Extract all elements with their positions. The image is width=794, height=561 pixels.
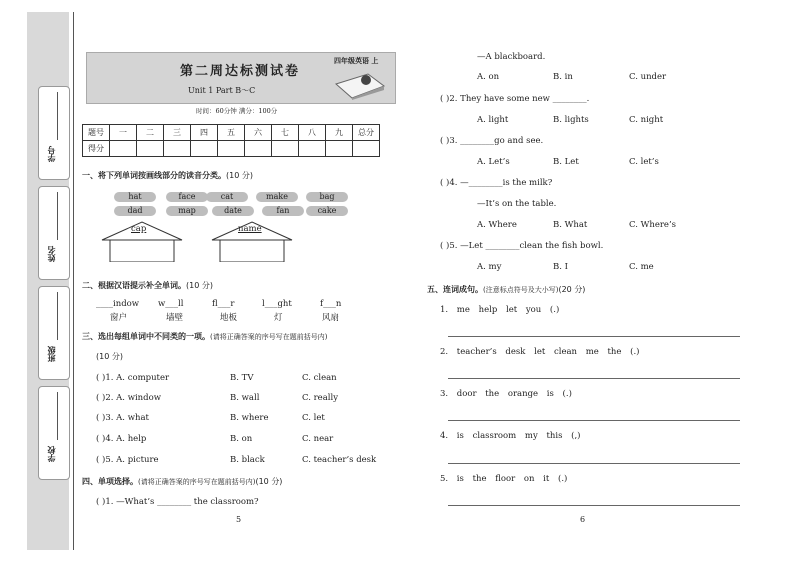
word-pill: dad [114, 206, 156, 216]
unit-label: Unit 1 Part B～C [188, 86, 256, 95]
score-cell: 七 [272, 125, 299, 141]
section-4-title: 四、单项选择。(请将正确答案的序号写在题前括号内)(10 分) [82, 477, 283, 486]
name-line [57, 192, 58, 240]
section-1-title: 一、将下列单词按画线部分的读音分类。(10 分) [82, 171, 253, 180]
option-b: B. wall [230, 393, 260, 403]
sentence-item: 4. is classroom my this (,) [440, 431, 581, 441]
score-cell: 六 [245, 125, 272, 141]
fill-word[interactable]: ____indow [96, 299, 140, 309]
word-pill: fan [262, 206, 304, 216]
option-b: B. I [553, 262, 569, 272]
hint-cn: 地板 [220, 313, 238, 323]
q4-4-answer: —It’s on the table. [477, 199, 557, 209]
option-a: A. Where [477, 220, 517, 230]
option-b: B. TV [230, 373, 254, 383]
sentence-item: 1. me help let you (.) [440, 305, 560, 315]
score-cell: 题号 [83, 125, 110, 141]
answer-line[interactable] [448, 463, 740, 464]
hint-cn: 灯 [274, 313, 283, 323]
option-c: C. Where’s [629, 220, 677, 230]
q3-2[interactable]: ( )2. A. window [96, 393, 161, 403]
section-3-title: 三、选出每组单词中不同类的一项。(请将正确答案的序号写在题前括号内) [82, 332, 328, 341]
score-cell: 五 [218, 125, 245, 141]
score-cell: 八 [299, 125, 326, 141]
hint-cn: 墙壁 [166, 313, 184, 323]
score-cell: 总分 [353, 125, 380, 141]
score-cell: 二 [137, 125, 164, 141]
option-b: B. Let [553, 157, 579, 167]
score-cell: 四 [191, 125, 218, 141]
q4-4[interactable]: ( )4. —________is the milk? [440, 178, 553, 188]
house-word-cap: cap [131, 224, 147, 234]
option-b: B. on [230, 434, 253, 444]
fill-word[interactable]: f___n [320, 299, 342, 309]
q3-3[interactable]: ( )3. A. what [96, 413, 149, 423]
school-label: 学校 [47, 446, 56, 462]
school-line [57, 392, 58, 440]
option-c: C. night [629, 115, 664, 125]
q4-1-answer: —A blackboard. [477, 52, 546, 62]
grade-label: 四年级英语 上 [334, 57, 379, 65]
option-b: B. What [553, 220, 588, 230]
word-pill: hat [114, 192, 156, 202]
score-input[interactable] [326, 141, 353, 157]
sentence-item: 3. door the orange is (.) [440, 389, 572, 399]
score-input[interactable] [191, 141, 218, 157]
score-input[interactable] [164, 141, 191, 157]
word-pill: map [166, 206, 208, 216]
word-pill: bag [306, 192, 348, 202]
option-b: B. lights [553, 115, 589, 125]
q3-5[interactable]: ( )5. A. picture [96, 455, 159, 465]
option-c: C. near [302, 434, 334, 444]
option-c: C. me [629, 262, 654, 272]
score-input[interactable] [299, 141, 326, 157]
option-a: A. Let’s [477, 157, 510, 167]
name-label: 姓名 [47, 246, 56, 262]
page-title: 第二周达标测试卷 [180, 64, 301, 79]
binding-line [73, 12, 74, 550]
student-id-line [57, 92, 58, 140]
page-number-left: 5 [236, 515, 242, 524]
q4-1[interactable]: ( )1. —What’s ________ the classroom? [96, 497, 259, 507]
score-cell: 得分 [83, 141, 110, 157]
name-box [38, 186, 70, 280]
score-input[interactable] [272, 141, 299, 157]
score-input[interactable] [218, 141, 245, 157]
option-b: B. black [230, 455, 265, 465]
word-pill: date [212, 206, 254, 216]
score-input[interactable] [137, 141, 164, 157]
q4-5[interactable]: ( )5. —Let ________clean the fish bowl. [440, 241, 604, 251]
q3-1[interactable]: ( )1. A. computer [96, 373, 170, 383]
option-c: C. let’s [629, 157, 659, 167]
score-table [82, 124, 380, 157]
option-a: A. my [477, 262, 502, 272]
option-c: C. clean [302, 373, 337, 383]
q3-4[interactable]: ( )4. A. help [96, 434, 147, 444]
word-pill: cake [306, 206, 348, 216]
score-input[interactable] [353, 141, 380, 157]
word-pill: cat [206, 192, 248, 202]
option-c: C. under [629, 72, 667, 82]
time-label: 时间：60分钟 满分：100分 [196, 107, 278, 115]
score-cell: 九 [326, 125, 353, 141]
option-c: C. let [302, 413, 325, 423]
fill-word[interactable]: l___ght [262, 299, 292, 309]
option-c: C. really [302, 393, 339, 403]
score-cell: 一 [110, 125, 137, 141]
option-b: B. where [230, 413, 269, 423]
option-c: C. teacher’s desk [302, 455, 377, 465]
class-label: 班级 [47, 346, 56, 362]
section-3-points: (10 分) [96, 352, 123, 361]
sentence-item: 2. teacher’s desk let clean me the (.) [440, 347, 640, 357]
student-id-box [38, 86, 70, 180]
word-pill: make [256, 192, 298, 202]
hint-cn: 窗户 [110, 313, 128, 323]
page-number-right: 6 [580, 515, 586, 524]
class-box [38, 286, 70, 380]
score-input[interactable] [245, 141, 272, 157]
score-header-row [83, 125, 380, 141]
option-a: A. light [477, 115, 509, 125]
student-id-label: 学号 [47, 146, 56, 162]
option-b: B. in [553, 72, 573, 82]
section-5-title: 五、连词成句。(注意标点符号及大小写)(20 分) [427, 285, 586, 294]
book-icon [332, 66, 388, 100]
q4-2[interactable]: ( )2. They have some new ________. [440, 94, 590, 104]
answer-line[interactable] [448, 336, 740, 337]
q4-3[interactable]: ( )3. ________go and see. [440, 136, 544, 146]
hint-cn: 风扇 [322, 313, 340, 323]
score-cell: 三 [164, 125, 191, 141]
school-box [38, 386, 70, 480]
fill-word[interactable]: w___ll [158, 299, 184, 309]
section-2-title: 二、根据汉语提示补全单词。(10 分) [82, 281, 213, 290]
sentence-item: 5. is the floor on it (.) [440, 474, 568, 484]
score-input[interactable] [110, 141, 137, 157]
word-pill: face [166, 192, 208, 202]
answer-line[interactable] [448, 420, 740, 421]
option-a: A. on [477, 72, 500, 82]
class-line [57, 292, 58, 340]
score-value-row [83, 141, 380, 157]
answer-line[interactable] [448, 378, 740, 379]
fill-word[interactable]: fl___r [212, 299, 235, 309]
house-word-name: name [238, 224, 262, 234]
answer-line[interactable] [448, 505, 740, 506]
